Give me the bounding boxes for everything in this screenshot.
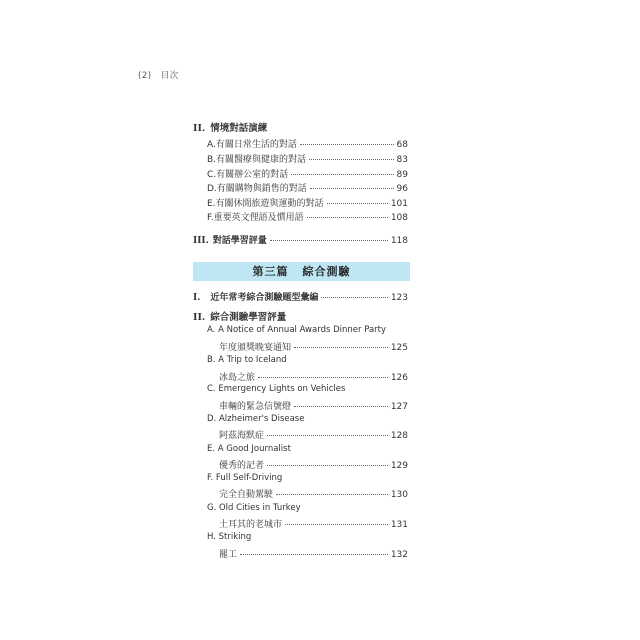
toc-entry[interactable]: 完全自動駕駛 130: [219, 490, 408, 500]
toc-entry-english-title: A. A Notice of Annual Awards Dinner Party: [207, 325, 387, 335]
toc-entry[interactable]: F.重要英文俚語及慣用語 108: [207, 213, 408, 223]
dot-leader: [309, 159, 394, 160]
toc-entry[interactable]: 罷工 132: [219, 550, 408, 560]
dot-leader: [321, 297, 387, 298]
toc-entry[interactable]: 冰島之旅 126: [219, 373, 408, 383]
toc-entry-english-title: G. Old Cities in Turkey: [207, 503, 301, 513]
page-number: (2): [138, 71, 152, 81]
dot-leader: [267, 435, 388, 436]
toc-entry[interactable]: 年度頒獎晚宴通知 125: [219, 343, 408, 353]
toc-entry[interactable]: 車輛的緊急信號燈 127: [219, 402, 408, 412]
dot-leader: [285, 524, 388, 525]
toc-entry[interactable]: E.有關休閒旅遊與運動的對話 101: [207, 199, 408, 209]
toc-entry-english-title: E. A Good Journalist: [207, 444, 291, 454]
toc-entry[interactable]: 優秀的記者 129: [219, 461, 408, 471]
toc-entry[interactable]: C.有關辦公室的對話 89: [207, 170, 408, 180]
dot-leader: [291, 174, 393, 175]
page-header-title: 目次: [160, 71, 179, 81]
dot-leader: [327, 203, 388, 204]
dot-leader: [294, 347, 388, 348]
dot-leader: [294, 406, 388, 407]
dot-leader: [267, 465, 388, 466]
chapter-title: 綜合測驗: [302, 265, 351, 278]
toc-entry[interactable]: D.有關購物與銷售的對話 96: [207, 184, 408, 194]
section-heading-conversation-practice: II. 情境對話演練: [193, 123, 268, 134]
dot-leader: [300, 144, 394, 145]
toc-entry-section-heading[interactable]: III. 對話學習評量 118: [193, 236, 408, 246]
dot-leader: [276, 494, 388, 495]
chapter-number: 第三篇: [252, 265, 289, 278]
chapter-banner: [193, 262, 410, 281]
toc-entry[interactable]: A.有關日常生活的對話 68: [207, 140, 408, 150]
toc-entry[interactable]: 土耳其的老城市 131: [219, 520, 408, 530]
dot-leader: [307, 217, 388, 218]
toc-entry-english-title: C. Emergency Lights on Vehicles: [207, 384, 346, 394]
toc-entry[interactable]: B.有關醫療與健康的對話 83: [207, 155, 408, 165]
toc-entry-section-heading[interactable]: I. 近年常考綜合測驗題型彙編 123: [193, 293, 408, 303]
toc-entry-english-title: B. A Trip to Iceland: [207, 355, 287, 365]
dot-leader: [270, 240, 388, 241]
toc-entry-english-title: D. Alzheimer's Disease: [207, 414, 305, 424]
dot-leader: [310, 188, 394, 189]
dot-leader: [258, 377, 388, 378]
toc-entry-english-title: H. Striking: [207, 532, 252, 542]
page-header: [138, 69, 179, 81]
dot-leader: [240, 554, 388, 555]
toc-entry-english-title: F. Full Self-Driving: [207, 473, 283, 483]
toc-entry[interactable]: 阿茲海默症 128: [219, 431, 408, 441]
section-heading-test-evaluation: II. 綜合測驗學習評量: [193, 312, 287, 323]
